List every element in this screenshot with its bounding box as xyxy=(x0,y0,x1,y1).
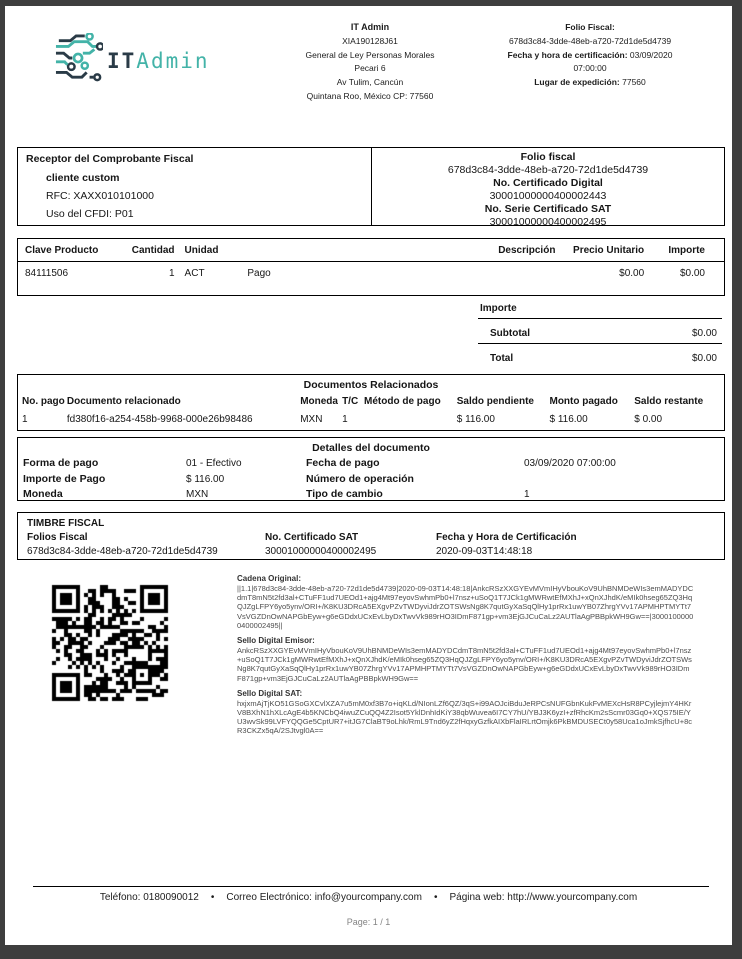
col-descripcion: Descripción xyxy=(498,244,556,256)
issuer-city: Av Tulim, Cancún xyxy=(336,77,404,88)
lugar-expedicion: Lugar de expedición: 77560 xyxy=(534,77,646,88)
rel-saldo-restante: $ 0.00 xyxy=(634,414,663,425)
details-row: Importe de Pago $ 116.00 Número de operación xyxy=(23,472,414,485)
receptor-title: Receptor del Comprobante Fiscal xyxy=(26,153,194,165)
timbre-fecha-cert: Fecha y Hora de Certificación 2020-09-03T14:48:18 xyxy=(436,532,577,557)
timbre-title: TIMBRE FISCAL xyxy=(27,518,105,529)
rel-metodo xyxy=(364,411,457,429)
total-value: $0.00 xyxy=(691,353,717,364)
sello-emisor-label: Sello Digital Emisor: xyxy=(237,636,315,646)
totals-summary xyxy=(478,303,722,368)
cert-datetime: Fecha y hora de certificación: 03/09/2020 xyxy=(507,49,673,60)
cadena-original-label: Cadena Original: xyxy=(237,574,302,583)
cert-digital-label: No. Certificado Digital xyxy=(493,176,603,189)
cert-time: 07:00:00 xyxy=(573,63,607,74)
timbre-cert-sat: No. Certificado SAT 30001000000400002495 xyxy=(265,532,377,557)
details-row: Forma de pago 01 - Efectivo Fecha de pago 03/09/2020 07:00:00 xyxy=(23,457,616,469)
item-clave: 84111506 xyxy=(25,268,69,279)
cert-digital-value: 30001000000400002443 xyxy=(489,189,607,202)
sello-emisor-text: AnkcRSzXXGYEvMVmIHyVbouKoV9UhBNMDeWIs3emMADYDCdmT8mN5t2fd3al+CTuFF1ud7UEOd1+ajg4Mt97eyovSwhmPb0+l7nsz+uSoQ1T7JCk1gMWRwtEfMXhJ+xQnXJhdK/eMIk0hseg65ZQ3HqQJZgLFPY6yo5ynv/ORI+/K8KU3DRcA5EXgvPZvTWDyviJdrZOTSWsNg8K7qutGyXaSqQlHy1prRx1uwYB07ZhrgYVv17APMHPTMYTt7VsVGZDnOwNAPGbEyw+g6eGDdxUCxEvLbyDxTwvVk989rHO3IDmF871gp+vm3EjGJCuCaLz2AUTlaAgPBBpkWH9Gw== xyxy=(237,646,692,683)
footer-phone: Teléfono: 0180090012 xyxy=(99,892,199,903)
items-table-header xyxy=(17,238,725,262)
serie-sat-label: No. Serie Certificado SAT xyxy=(484,202,612,215)
subtotal-label: Subtotal xyxy=(490,328,530,339)
doc-details-box xyxy=(17,437,725,501)
serie-sat-value: 30001000000400002495 xyxy=(489,215,607,228)
subtotal-row xyxy=(478,319,722,344)
folio-box xyxy=(372,148,724,228)
receptor-uso-cfdi: Uso del CFDI: P01 xyxy=(46,208,134,220)
footer-divider xyxy=(33,886,709,887)
rel-tc: 1 xyxy=(342,414,348,425)
logo-text-it: IT xyxy=(107,49,137,73)
bullet-separator: • xyxy=(433,892,438,903)
receptor-box xyxy=(17,147,725,226)
footer-email: Correo Electrónico: info@yourcompany.com xyxy=(226,892,422,903)
folio-fiscal-value: 678d3c84-3dde-48eb-a720-72d1de5d4739 xyxy=(508,35,672,46)
timbre-folio: Folios Fiscal 678d3c84-3dde-48eb-a720-72d1de5d4739 xyxy=(27,532,218,557)
total-row xyxy=(478,344,722,368)
col-importe: Importe xyxy=(668,244,705,256)
qr-code xyxy=(50,583,170,703)
items-table-row xyxy=(17,262,725,296)
rel-monto-pagado: $ 116.00 xyxy=(549,414,588,425)
invoice-page xyxy=(5,6,732,945)
item-descripcion: Pago xyxy=(247,268,271,279)
details-row: Moneda MXN Tipo de cambio 1 xyxy=(23,488,530,500)
related-docs-header: No. pago Documento relacionado Moneda T/C Método de pago Saldo pendiente Monto pagado Saldo restante xyxy=(22,396,704,407)
item-unidad: ACT xyxy=(184,268,205,279)
footer-contact xyxy=(5,892,732,903)
sello-sat-text: hxjxmAjTjKO51GSoGXCvlXZA7u5mM0xf3B7o+iqKLd/NIonLZf6QZ/3qS+i99AOJciBduJeRPCsNUFGbnKukFvMEXcHsR8PCyjlejmY4HKrV8BXhN1hXLcAgE4b5KNCbQ4iwuZCuQQ4Z2Isot5YklDnhIdKiY38qbWuvea6I7CY7hU/YBJ3K6yzI+zfRhcKm2sScmr03Gq0+XQS75IE/YU3wvSk99LVFYQQGe5CptUR7+itJG7ClaBT9oLhk/RmL9Tnd6yZ2fHqxyGzfkAIXbFlaIRLrtOmjk6PkBMDUSECt0y58Uca1oJmkSjfhcU+8cR3CKZx5qA/2SJtvgl0A== xyxy=(237,698,693,736)
issuer-regimen: General de Ley Personas Morales xyxy=(305,49,435,60)
related-docs-row xyxy=(18,411,724,429)
rel-moneda: MXN xyxy=(300,414,323,425)
doc-details-title: Detalles del documento xyxy=(312,442,430,454)
timbre-fiscal-box xyxy=(17,512,725,560)
rel-doc-uuid: fd380f16-a254-458b-9968-000e26b98486 xyxy=(66,414,253,425)
issuer-street: Pecari 6 xyxy=(354,63,386,74)
logo-text-admin: Admin xyxy=(136,49,210,73)
item-precio: $0.00 xyxy=(619,268,645,279)
related-docs-title: Documentos Relacionados xyxy=(303,379,439,391)
folio-label: Folio fiscal xyxy=(520,151,576,163)
col-clave-producto: Clave Producto xyxy=(25,244,99,256)
col-unidad: Unidad xyxy=(184,244,219,256)
item-importe: $0.00 xyxy=(679,268,705,279)
receptor-rfc: RFC: XAXX010101000 xyxy=(46,190,154,202)
col-precio-unitario: Precio Unitario xyxy=(573,244,645,256)
circuit-logo-icon xyxy=(55,33,103,83)
issuer-rfc: XIA190128J61 xyxy=(342,35,398,46)
total-label: Total xyxy=(490,353,514,364)
issuer-state: Quintana Roo, México CP: 77560 xyxy=(306,90,434,101)
issuer-info xyxy=(245,21,495,104)
company-logo xyxy=(55,28,255,88)
col-cantidad: Cantidad xyxy=(131,244,175,256)
logo-text xyxy=(107,49,210,73)
receptor-client: cliente custom xyxy=(46,172,120,184)
folio-value: 678d3c84-3dde-48eb-a720-72d1de5d4739 xyxy=(447,163,649,176)
fiscal-header xyxy=(465,21,715,90)
rel-saldo-pendiente: $ 116.00 xyxy=(456,414,495,425)
rel-no-pago: 1 xyxy=(22,414,28,425)
digital-stamps xyxy=(237,574,694,736)
footer-web: Página web: http://www.yourcompany.com xyxy=(449,892,638,903)
page-number: Page: 1 / 1 xyxy=(346,917,391,927)
receptor-info xyxy=(18,148,372,225)
folio-fiscal-label: Folio Fiscal: xyxy=(565,22,615,32)
sello-sat-label: Sello Digital SAT: xyxy=(237,688,303,698)
totals-title: Importe xyxy=(478,303,722,319)
bullet-separator: • xyxy=(210,892,215,903)
cadena-original-text: ||1.1|678d3c84-3dde-48eb-a720-72d1de5d4739|2020-09-03T14:48:18|AnkcRSzXXGYEvMVmIHyVbouKoV9UhBNMDeWIs3emMADYDCdmT8mN5t2fd3al+CTuFF1ud7UEOd1+ajg4Mt97eyovSwhmPb0+l7nsz+uSoQ1T7JCk1gMWRwtEfMXhJ+xQnXJhdK/eMIk0hseg65ZQ3HqQJZgLFPY6yo5ynv/ORI+/K8KU3DRcA5EXgvPZvTWDyviJdrZOTSWsNg8K7qutGyXaSqQlHy1prRx1uwYB07ZhrgYVv17APMHPTMYTt7VsVGZDnOwNAPGbEyw+g6eGDdxUCxEvLbyDxTwvVk989rHO3IDmF871gp+vm3EjGJCuCaLz2AUTlaAgPBBpkWH9Gw==|30001000000400002495|| xyxy=(237,584,694,630)
subtotal-value: $0.00 xyxy=(691,328,717,339)
item-cantidad: 1 xyxy=(168,268,175,279)
related-docs-box xyxy=(17,374,725,431)
issuer-name: IT Admin xyxy=(350,22,390,32)
